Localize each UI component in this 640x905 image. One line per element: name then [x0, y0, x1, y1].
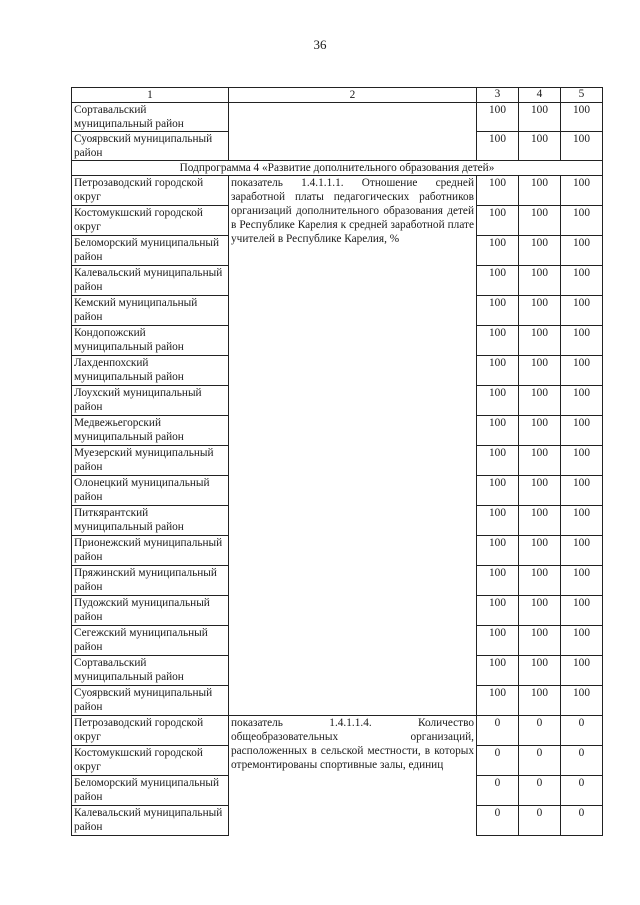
value-cell: 100: [519, 386, 561, 416]
value-cell: 100: [519, 176, 561, 206]
value-cell: 0: [477, 746, 519, 776]
indicator-table: [71, 87, 603, 836]
value-cell: 100: [519, 236, 561, 266]
value-cell: 100: [477, 476, 519, 506]
value-cell: 100: [561, 626, 603, 656]
municipality-name: Муезерский муниципальный район: [72, 446, 229, 476]
subprogram-row: [72, 161, 603, 176]
municipality-name: Олонецкий муниципальный район: [72, 476, 229, 506]
value-cell: 100: [561, 386, 603, 416]
value-cell: 100: [477, 506, 519, 536]
value-cell: 100: [519, 626, 561, 656]
value-cell: 0: [519, 716, 561, 746]
indicator-description: показатель 1.4.1.1.1. Отношение средней заработной платы педагогических работников организаций дополнительного образования детей в Республике Карелия к средней заработной плате учителей в Республике Карелия, %: [229, 176, 477, 716]
value-cell: 100: [519, 686, 561, 716]
value-cell: 0: [561, 716, 603, 746]
value-cell: 100: [561, 206, 603, 236]
value-cell: 100: [477, 596, 519, 626]
municipality-name: Петрозаводский городской округ: [72, 176, 229, 206]
page-number: 36: [313, 37, 327, 52]
municipality-name: Сортавальский муниципальный район: [72, 656, 229, 686]
header-col-1: 1: [72, 88, 229, 103]
value-cell: 100: [477, 356, 519, 386]
value-cell: 100: [477, 326, 519, 356]
value-cell: 100: [477, 386, 519, 416]
municipality-name: Прионежский муниципальный район: [72, 536, 229, 566]
value-cell: 100: [561, 446, 603, 476]
value-cell: 100: [561, 132, 603, 161]
value-cell: 100: [561, 176, 603, 206]
value-cell: 0: [477, 716, 519, 746]
value-cell: 100: [519, 266, 561, 296]
value-cell: 100: [561, 416, 603, 446]
value-cell: 100: [519, 656, 561, 686]
value-cell: 100: [477, 206, 519, 236]
value-cell: 100: [561, 356, 603, 386]
header-row: [72, 88, 603, 103]
municipality-name: Питкярантский муниципальный район: [72, 506, 229, 536]
indicator-description: показатель 1.4.1.1.4. Количество общеобразовательных организаций, расположенных в сельской местности, в которых отремонтированы спортивные залы, единиц: [229, 716, 477, 836]
municipality-name: Калевальский муниципальный район: [72, 266, 229, 296]
municipality-name: Калевальский муниципальный район: [72, 806, 229, 836]
value-cell: 100: [519, 566, 561, 596]
value-cell: 100: [519, 416, 561, 446]
value-cell: 100: [561, 296, 603, 326]
value-cell: 100: [477, 132, 519, 161]
value-cell: 100: [477, 236, 519, 266]
header-col-3: 3: [477, 88, 519, 103]
value-cell: 100: [477, 626, 519, 656]
municipality-name: Лахденпохский муниципальный район: [72, 356, 229, 386]
value-cell: 100: [477, 416, 519, 446]
value-cell: 100: [561, 103, 603, 132]
value-cell: 100: [477, 296, 519, 326]
value-cell: 100: [477, 446, 519, 476]
header-col-5: 5: [561, 88, 603, 103]
subprogram-title: Подпрограмма 4 «Развитие дополнительного образования детей»: [72, 161, 603, 176]
municipality-name: Лоухский муниципальный район: [72, 386, 229, 416]
value-cell: 100: [519, 103, 561, 132]
value-cell: 100: [561, 656, 603, 686]
value-cell: 100: [519, 446, 561, 476]
value-cell: 0: [477, 776, 519, 806]
municipality-name: Петрозаводский городской округ: [72, 716, 229, 746]
value-cell: 100: [477, 176, 519, 206]
value-cell: 100: [477, 656, 519, 686]
value-cell: 100: [561, 596, 603, 626]
value-cell: 100: [561, 476, 603, 506]
municipality-name: Суоярвский муниципальный район: [72, 132, 229, 161]
value-cell: 100: [519, 296, 561, 326]
value-cell: 100: [477, 686, 519, 716]
municipality-name: Беломорский муниципальный район: [72, 776, 229, 806]
municipality-name: Пудожский муниципальный район: [72, 596, 229, 626]
table-row: [72, 103, 603, 132]
value-cell: 100: [519, 326, 561, 356]
municipality-name: Кемский муниципальный район: [72, 296, 229, 326]
value-cell: 100: [477, 536, 519, 566]
municipality-name: Кондопожский муниципальный район: [72, 326, 229, 356]
header-col-4: 4: [519, 88, 561, 103]
value-cell: 0: [519, 806, 561, 836]
value-cell: 100: [561, 566, 603, 596]
header-col-2: 2: [229, 88, 477, 103]
value-cell: 0: [519, 746, 561, 776]
value-cell: 100: [561, 536, 603, 566]
value-cell: 0: [519, 776, 561, 806]
value-cell: 100: [561, 236, 603, 266]
municipality-name: Медвежьегорский муниципальный район: [72, 416, 229, 446]
value-cell: 100: [519, 476, 561, 506]
value-cell: 100: [519, 356, 561, 386]
value-cell: 100: [477, 566, 519, 596]
municipality-name: Сегежский муниципальный район: [72, 626, 229, 656]
indicator-description-empty: [229, 103, 477, 161]
value-cell: 100: [519, 206, 561, 236]
municipality-name: Костомукшский городской округ: [72, 746, 229, 776]
value-cell: 100: [561, 326, 603, 356]
municipality-name: Костомукшский городской округ: [72, 206, 229, 236]
value-cell: 100: [519, 132, 561, 161]
value-cell: 100: [519, 536, 561, 566]
value-cell: 100: [477, 266, 519, 296]
value-cell: 0: [561, 746, 603, 776]
municipality-name: Суоярвский муниципальный район: [72, 686, 229, 716]
value-cell: 100: [561, 506, 603, 536]
municipality-name: Сортавальский муниципальный район: [72, 103, 229, 132]
value-cell: 100: [561, 266, 603, 296]
value-cell: 0: [561, 776, 603, 806]
value-cell: 100: [477, 103, 519, 132]
value-cell: 100: [519, 506, 561, 536]
table-row: [72, 176, 603, 206]
value-cell: 0: [561, 806, 603, 836]
value-cell: 0: [477, 806, 519, 836]
municipality-name: Беломорский муниципальный район: [72, 236, 229, 266]
municipality-name: Пряжинский муниципальный район: [72, 566, 229, 596]
value-cell: 100: [561, 686, 603, 716]
table-row: [72, 716, 603, 746]
value-cell: 100: [519, 596, 561, 626]
